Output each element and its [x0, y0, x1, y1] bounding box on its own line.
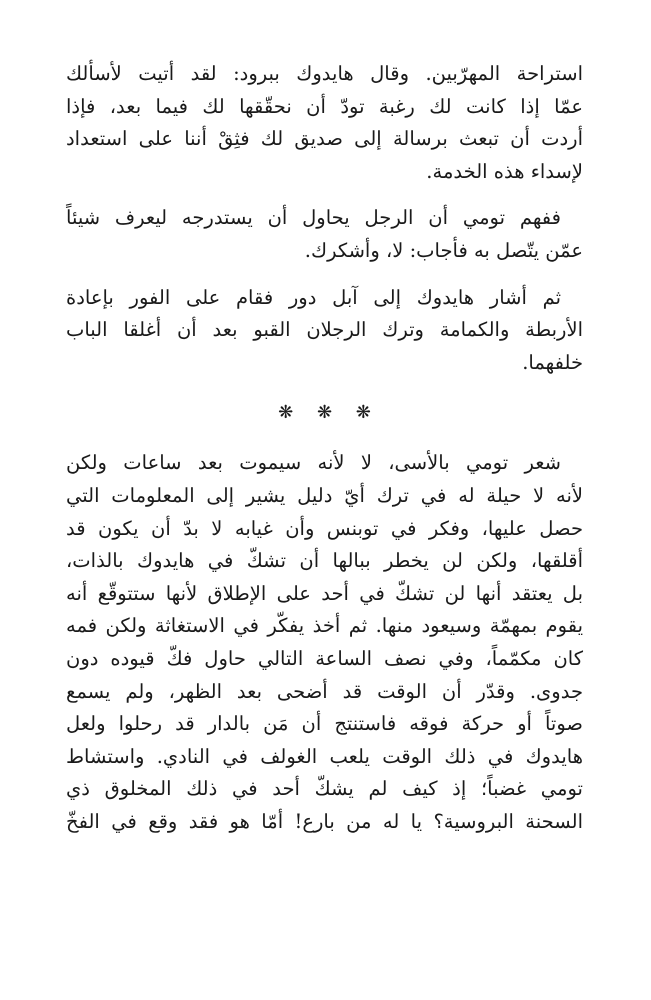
text-line: كان مكمّماً، وفي نصف الساعة التالي حاول فكّ قيوده دون — [66, 646, 583, 670]
text-line: عمّا إذا كانت لك رغبة تودّ أن نحقّقها لك فيما بعد، فإذا — [66, 94, 583, 118]
book-page — [66, 58, 583, 838]
text-line: ففهم تومي أن الرجل يحاول أن يستدرجه ليعرف شيئاً — [66, 206, 561, 230]
paragraph-4 — [66, 447, 583, 838]
paragraph-1 — [66, 58, 583, 188]
text-line: جدوى. وقدّر أن الوقت قد أضحى بعد الظهر، ولم يسمع — [66, 679, 583, 703]
text-line: لإسداء هذه الخدمة. — [426, 159, 583, 183]
section-gap — [66, 379, 583, 399]
section-gap — [66, 427, 583, 447]
text-line: عمّن يتّصل به فأجاب: لا، وأشكرك. — [304, 238, 583, 262]
asterism-star-icon: ❋ — [316, 402, 333, 424]
text-line: هايدوك في ذلك الوقت يلعب الغولف في النادي. واستشاط — [66, 744, 583, 768]
text-line: ثم أشار هايدوك إلى آبل دور فقام على الفور بإعادة — [66, 285, 561, 309]
text-line: لأنه لا حيلة له في ترك أيّ دليل يشير إلى المعلومات التي — [66, 483, 583, 507]
section-separator — [66, 399, 583, 427]
asterism-star-icon: ❋ — [355, 402, 371, 424]
text-line: صوتاً أو حركة فوقه فاستنتج أن مَن بالدار قد رحلوا ولعل — [66, 712, 583, 736]
text-line: خلفهما. — [522, 350, 583, 374]
text-line: الأربطة والكمامة وترك الرجلان القبو بعد أن أغلقا الباب — [66, 318, 583, 342]
text-line: شعر تومي بالأسى، لا لأنه سيموت بعد ساعات ولكن — [66, 451, 561, 475]
paragraph-3 — [66, 282, 583, 380]
text-line: أردت أن تبعث برسالة إلى صديق لك فثِقْ أننا على استعداد — [66, 127, 583, 151]
text-line: أقلقها، ولكن لن يخطر ببالها أن تشكّ في هايدوك بالذات، — [66, 549, 583, 573]
text-line: حصل عليها، وفكر في توبنس وأن غيابه لا بدّ أن يكون قد — [66, 516, 583, 540]
text-line: يقوم بمهمّة وسيعود منها. ثم أخذ يفكّر في الاستغاثة ولكن فمه — [66, 614, 583, 638]
paragraph-gap — [66, 268, 583, 282]
asterism-star-icon: ❋ — [278, 402, 294, 424]
text-line: السحنة البروسية؟ يا له من بارع! أمّا هو فقد وقع في الفخّ — [66, 809, 583, 833]
paragraph-2 — [66, 202, 583, 267]
paragraph-gap — [66, 188, 583, 202]
text-line: بل يعتقد أنها لن تشكّ في أحد على الإطلاق لأنها ستتوقّع أنه — [66, 581, 583, 605]
text-line: استراحة المهرّبين. وقال هايدوك ببرود: لقد أتيت لأسألك — [66, 62, 583, 85]
text-line: تومي غضباً؛ إذ كيف لم يشكّ أحد في ذلك المخلوق ذي — [66, 777, 583, 801]
